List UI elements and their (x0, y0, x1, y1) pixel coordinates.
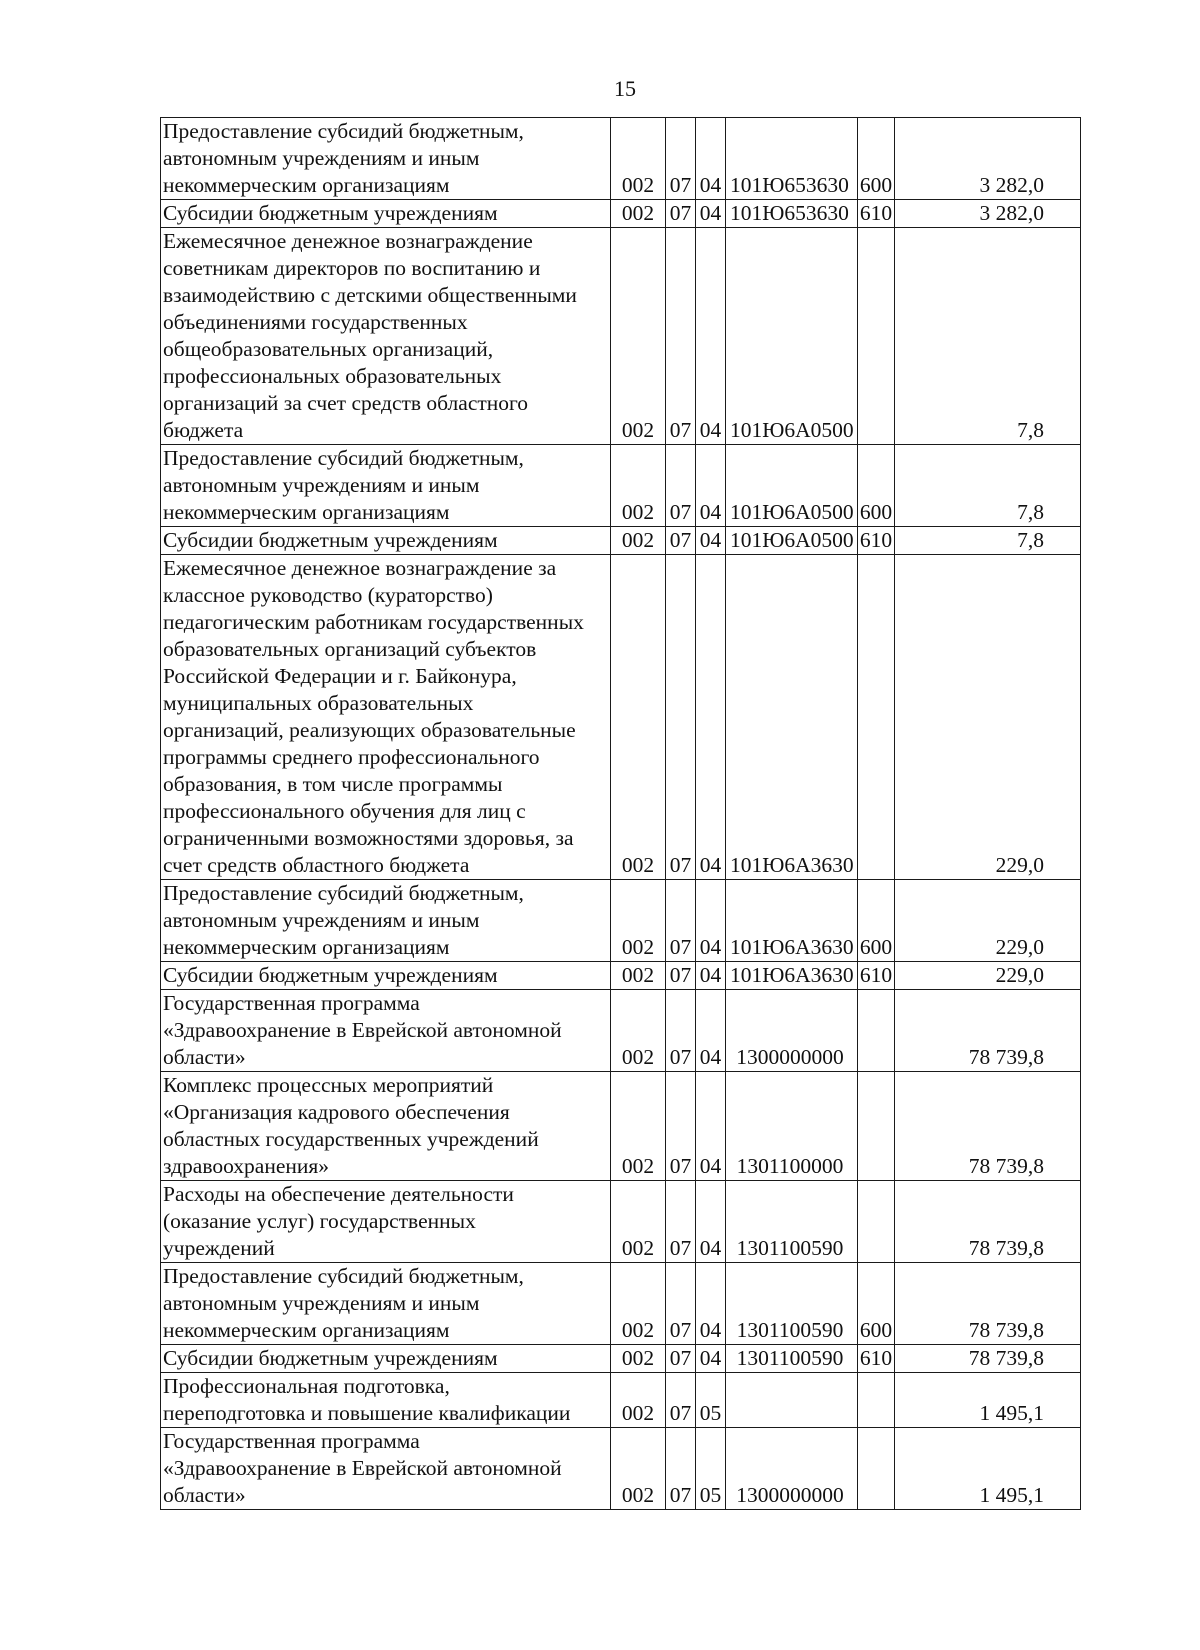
table-row (161, 445, 1081, 527)
subsection-code-cell: 04 (696, 880, 726, 962)
target-article-cell: 1301100590 (726, 1263, 858, 1345)
section-code-cell: 07 (666, 990, 696, 1072)
row-name-cell (161, 200, 611, 228)
row-name-line: советникам директоров по воспитанию и (163, 256, 541, 280)
row-name-line: Субсидии бюджетным учреждениям (163, 963, 498, 987)
row-name-line: объединениями государственных (163, 310, 468, 334)
ministry-code-cell: 002 (611, 555, 666, 880)
amount-cell: 78 739,8 (895, 1181, 1081, 1263)
row-name-line: «Организация кадрового обеспечения (163, 1100, 510, 1124)
budget-table-body (161, 118, 1081, 1510)
amount-cell: 3 282,0 (895, 200, 1081, 228)
row-name-line: Субсидии бюджетным учреждениям (163, 201, 498, 225)
target-article-cell: 101Ю653630 (726, 118, 858, 200)
row-name-line: «Здравоохранение в Еврейской автономной (163, 1018, 562, 1042)
row-name-line: здравоохранения» (163, 1154, 330, 1178)
expense-type-cell (858, 1373, 895, 1428)
ministry-code-cell: 002 (611, 962, 666, 990)
subsection-code-cell: 04 (696, 228, 726, 445)
row-name-line: некоммерческим организациям (163, 500, 450, 524)
expense-type-cell: 600 (858, 880, 895, 962)
table-row (161, 1373, 1081, 1428)
target-article-cell: 101Ю6А3630 (726, 962, 858, 990)
row-name-line: области» (163, 1483, 246, 1507)
row-name-line: общеобразовательных организаций, (163, 337, 494, 361)
section-code-cell: 07 (666, 1373, 696, 1428)
expense-type-cell (858, 555, 895, 880)
amount-cell: 78 739,8 (895, 1072, 1081, 1181)
section-code-cell: 07 (666, 118, 696, 200)
target-article-cell: 101Ю6А0500 (726, 527, 858, 555)
row-name-line: некоммерческим организациям (163, 935, 450, 959)
ministry-code-cell: 002 (611, 445, 666, 527)
section-code-cell: 07 (666, 1263, 696, 1345)
row-name-line: «Здравоохранение в Еврейской автономной (163, 1456, 562, 1480)
row-name-line: Расходы на обеспечение деятельности (163, 1182, 514, 1206)
expense-type-cell (858, 1181, 895, 1263)
table-row (161, 1263, 1081, 1345)
row-name-line: автономным учреждениям и иным (163, 146, 480, 170)
row-name-line: Ежемесячное денежное вознаграждение за (163, 556, 557, 580)
row-name-line: областных государственных учреждений (163, 1127, 539, 1151)
target-article-cell: 1301100000 (726, 1072, 858, 1181)
target-article-cell: 1301100590 (726, 1345, 858, 1373)
ministry-code-cell: 002 (611, 1181, 666, 1263)
row-name-cell (161, 1428, 611, 1510)
section-code-cell: 07 (666, 1428, 696, 1510)
row-name-line: муниципальных образовательных (163, 691, 474, 715)
row-name-cell (161, 527, 611, 555)
subsection-code-cell: 04 (696, 200, 726, 228)
section-code-cell: 07 (666, 1072, 696, 1181)
expense-type-cell: 600 (858, 445, 895, 527)
section-code-cell: 07 (666, 1181, 696, 1263)
expense-type-cell (858, 1072, 895, 1181)
row-name-line: ограниченными возможностями здоровья, за (163, 826, 574, 850)
table-row (161, 880, 1081, 962)
page-number: 15 (614, 76, 636, 101)
amount-cell: 3 282,0 (895, 118, 1081, 200)
amount-cell: 1 495,1 (895, 1373, 1081, 1428)
target-article-cell: 101Ю653630 (726, 200, 858, 228)
amount-cell: 78 739,8 (895, 1345, 1081, 1373)
row-name-line: Российской Федерации и г. Байконура, (163, 664, 517, 688)
table-row (161, 555, 1081, 880)
amount-cell: 1 495,1 (895, 1428, 1081, 1510)
subsection-code-cell: 04 (696, 1072, 726, 1181)
table-row (161, 1428, 1081, 1510)
row-name-line: переподготовка и повышение квалификации (163, 1401, 571, 1425)
ministry-code-cell: 002 (611, 1072, 666, 1181)
ministry-code-cell: 002 (611, 200, 666, 228)
row-name-cell (161, 1345, 611, 1373)
row-name-line: Предоставление субсидий бюджетным, (163, 881, 524, 905)
target-article-cell: 101Ю6А0500 (726, 228, 858, 445)
subsection-code-cell: 04 (696, 1181, 726, 1263)
row-name-line: бюджета (163, 418, 244, 442)
row-name-line: программы среднего профессионального (163, 745, 540, 769)
row-name-line: области» (163, 1045, 246, 1069)
amount-cell: 229,0 (895, 962, 1081, 990)
row-name-line: Ежемесячное денежное вознаграждение (163, 229, 533, 253)
section-code-cell: 07 (666, 228, 696, 445)
amount-cell: 7,8 (895, 228, 1081, 445)
expense-type-cell (858, 228, 895, 445)
row-name-line: Предоставление субсидий бюджетным, (163, 1264, 524, 1288)
expense-type-cell (858, 990, 895, 1072)
row-name-line: профессиональных образовательных (163, 364, 502, 388)
table-row (161, 1345, 1081, 1373)
row-name-line: Государственная программа (163, 1429, 420, 1453)
row-name-line: профессионального обучения для лиц с (163, 799, 526, 823)
target-article-cell: 101Ю6А3630 (726, 880, 858, 962)
row-name-line: счет средств областного бюджета (163, 853, 470, 877)
ministry-code-cell: 002 (611, 1345, 666, 1373)
section-code-cell: 07 (666, 555, 696, 880)
row-name-line: классное руководство (кураторство) (163, 583, 493, 607)
ministry-code-cell: 002 (611, 1263, 666, 1345)
table-row (161, 527, 1081, 555)
ministry-code-cell: 002 (611, 527, 666, 555)
row-name-line: Профессиональная подготовка, (163, 1374, 450, 1398)
section-code-cell: 07 (666, 1345, 696, 1373)
row-name-cell (161, 1263, 611, 1345)
row-name-line: образовательных организаций субъектов (163, 637, 537, 661)
row-name-line: Субсидии бюджетным учреждениям (163, 1346, 498, 1370)
row-name-line: организаций за счет средств областного (163, 391, 529, 415)
amount-cell: 78 739,8 (895, 1263, 1081, 1345)
row-name-cell (161, 118, 611, 200)
subsection-code-cell: 04 (696, 1263, 726, 1345)
row-name-line: некоммерческим организациям (163, 173, 450, 197)
row-name-line: Предоставление субсидий бюджетным, (163, 446, 524, 470)
table-row (161, 200, 1081, 228)
expense-type-cell: 600 (858, 118, 895, 200)
section-code-cell: 07 (666, 445, 696, 527)
row-name-cell (161, 445, 611, 527)
ministry-code-cell: 002 (611, 880, 666, 962)
subsection-code-cell: 05 (696, 1428, 726, 1510)
row-name-cell (161, 990, 611, 1072)
row-name-line: некоммерческим организациям (163, 1318, 450, 1342)
row-name-cell (161, 555, 611, 880)
row-name-cell (161, 1373, 611, 1428)
subsection-code-cell: 04 (696, 555, 726, 880)
expense-type-cell: 610 (858, 1345, 895, 1373)
row-name-cell (161, 1181, 611, 1263)
subsection-code-cell: 04 (696, 1345, 726, 1373)
section-code-cell: 07 (666, 527, 696, 555)
section-code-cell: 07 (666, 200, 696, 228)
expense-type-cell (858, 1428, 895, 1510)
row-name-line: автономным учреждениям и иным (163, 473, 480, 497)
table-row (161, 1181, 1081, 1263)
ministry-code-cell: 002 (611, 118, 666, 200)
table-row (161, 990, 1081, 1072)
row-name-line: взаимодействию с детскими общественными (163, 283, 577, 307)
expense-type-cell: 610 (858, 200, 895, 228)
row-name-line: автономным учреждениям и иным (163, 908, 480, 932)
expense-type-cell: 610 (858, 527, 895, 555)
row-name-line: организаций, реализующих образовательные (163, 718, 576, 742)
section-code-cell: 07 (666, 880, 696, 962)
ministry-code-cell: 002 (611, 990, 666, 1072)
target-article-cell: 1300000000 (726, 1428, 858, 1510)
row-name-cell (161, 1072, 611, 1181)
table-row (161, 1072, 1081, 1181)
row-name-cell (161, 880, 611, 962)
subsection-code-cell: 04 (696, 990, 726, 1072)
target-article-cell: 101Ю6А0500 (726, 445, 858, 527)
amount-cell: 7,8 (895, 527, 1081, 555)
ministry-code-cell: 002 (611, 228, 666, 445)
subsection-code-cell: 04 (696, 445, 726, 527)
ministry-code-cell: 002 (611, 1428, 666, 1510)
subsection-code-cell: 05 (696, 1373, 726, 1428)
target-article-cell: 1301100590 (726, 1181, 858, 1263)
row-name-line: образования, в том числе программы (163, 772, 503, 796)
row-name-line: Предоставление субсидий бюджетным, (163, 119, 524, 143)
budget-table (160, 117, 1081, 1510)
amount-cell: 78 739,8 (895, 990, 1081, 1072)
subsection-code-cell: 04 (696, 962, 726, 990)
target-article-cell: 101Ю6А3630 (726, 555, 858, 880)
section-code-cell: 07 (666, 962, 696, 990)
row-name-line: учреждений (163, 1236, 275, 1260)
amount-cell: 229,0 (895, 555, 1081, 880)
ministry-code-cell: 002 (611, 1373, 666, 1428)
table-row (161, 118, 1081, 200)
row-name-line: (оказание услуг) государственных (163, 1209, 476, 1233)
table-row (161, 228, 1081, 445)
row-name-line: автономным учреждениям и иным (163, 1291, 480, 1315)
subsection-code-cell: 04 (696, 118, 726, 200)
subsection-code-cell: 04 (696, 527, 726, 555)
amount-cell: 7,8 (895, 445, 1081, 527)
expense-type-cell: 600 (858, 1263, 895, 1345)
row-name-line: Государственная программа (163, 991, 420, 1015)
table-row (161, 962, 1081, 990)
row-name-line: Комплекс процессных мероприятий (163, 1073, 494, 1097)
row-name-cell (161, 962, 611, 990)
row-name-line: педагогическим работникам государственных (163, 610, 584, 634)
row-name-cell (161, 228, 611, 445)
expense-type-cell: 610 (858, 962, 895, 990)
target-article-cell (726, 1373, 858, 1428)
amount-cell: 229,0 (895, 880, 1081, 962)
row-name-line: Субсидии бюджетным учреждениям (163, 528, 498, 552)
target-article-cell: 1300000000 (726, 990, 858, 1072)
